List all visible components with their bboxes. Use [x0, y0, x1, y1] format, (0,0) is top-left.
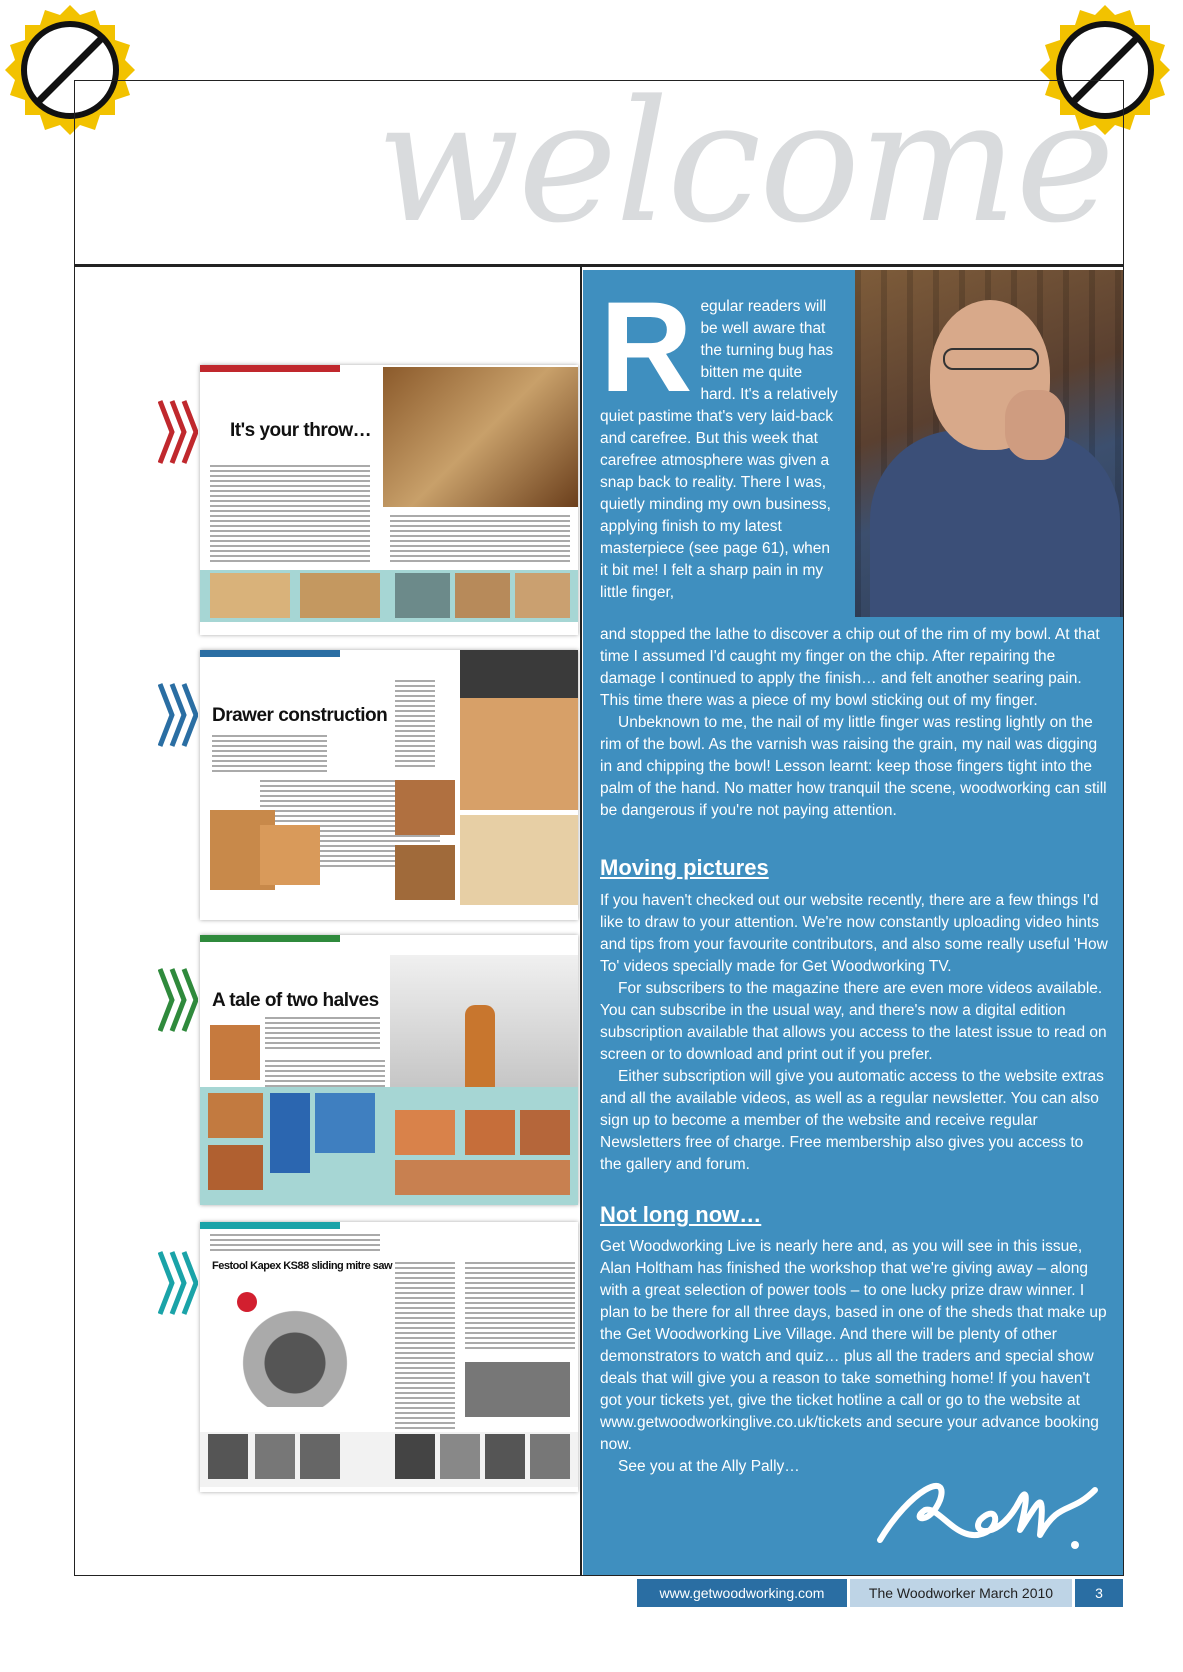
editor-photo — [855, 270, 1123, 617]
footer-page-number: 3 — [1075, 1579, 1123, 1607]
heading-not-long-now: Not long now… — [600, 1202, 762, 1227]
heading-moving-pictures: Moving pictures — [600, 855, 769, 880]
article-spread-1[interactable] — [200, 365, 578, 635]
spread-title: A tale of two halves — [212, 990, 379, 1011]
chevron-right-icon — [158, 1248, 198, 1318]
section-not-long-now: Get Woodworking Live is nearly here and, as you will see in this issue, Alan Holtham has finished the workshop that we're giving away – along with a great selection of power tools – to one lucky prize draw winner. I plan to be there for all three days, based in one of the sheds that make up the Get Woodworking Live Village. And there will be plenty of other demonstrators to watch and quiz… plus all the traders and special show deals that will give you a reason to take something home! If you haven't got your tickets yet, give the ticket hotline a call or go to the website at www.getwoodworkinglive.co.uk/tickets and secure your advance booking now. See you at the Ally Pally… — [600, 1238, 1107, 1475]
spread-title: It's your throw… — [230, 420, 372, 441]
column-divider — [580, 266, 582, 1576]
article-spread-4[interactable] — [200, 1222, 578, 1492]
intro-continued: and stopped the lathe to discover a chip out of the rim of my bowl. At that time I assumed I'd caught my finger on the chip. After repairing the damage I continued to apply the finish… and felt another searing pain. This time there was a piece of my bowl sticking out of my finger. Unbeknown to me, the nail of my little finger was resting lightly on the rim of the bowl. As the varnish was raising the grain, my nail was digging in and chipping the bowl! Lesson learnt: keep those fingers tight into the palm of the hand. No matter how tranquil the scene, woodworking can still be dangerous if you're not paying attention. — [600, 626, 1107, 819]
header-divider — [74, 264, 1124, 267]
intro-paragraph: Regular readers will be well aware that the turning bug has bitten me quite hard. It's a relatively quiet pastime that's very laid-back and carefree. But this week that carefree atmosphere was given a snap back to reality. There I was, quietly minding my own business, applying finish to my latest masterpiece (see page 61), when it bit me! I felt a sharp pain in my little finger, — [600, 276, 838, 601]
chevron-right-icon — [158, 680, 198, 750]
spread-title: Drawer construction — [212, 705, 388, 726]
section-moving-pictures: If you haven't checked out our website recently, there are a few things I'd like to draw to your attention. We're now constantly uploading video hints and tips from your favourite contributors, and also some really useful 'How To' videos specially made for Get Woodworking TV. For subscribers to the magazine there are even more videos available. You can subscribe in the usual way, and there's now a digital edition subscription available that allows you access to the latest issue to read on screen or to download and print out if you prefer. Either subscription will give you automatic access to the website extras and all the available videos, as well as a regular newsletter. You can also sign up to become a member of the website and receive regular Newsletters free of charge. Free membership also gives you access to the gallery and forum. — [600, 892, 1108, 1173]
drop-cap: R — [600, 276, 693, 419]
article-spread-2[interactable] — [200, 650, 578, 920]
footer-issue: The Woodworker March 2010 — [850, 1579, 1072, 1607]
footer-website[interactable]: www.getwoodworking.com — [637, 1579, 847, 1607]
chevron-right-icon — [158, 965, 198, 1035]
chevron-right-icon — [158, 397, 198, 467]
article-spread-3[interactable] — [200, 935, 578, 1205]
spread-title: Festool Kapex KS88 sliding mitre saw — [212, 1260, 393, 1272]
signature — [870, 1460, 1100, 1560]
page-title: welcome — [376, 64, 1113, 260]
